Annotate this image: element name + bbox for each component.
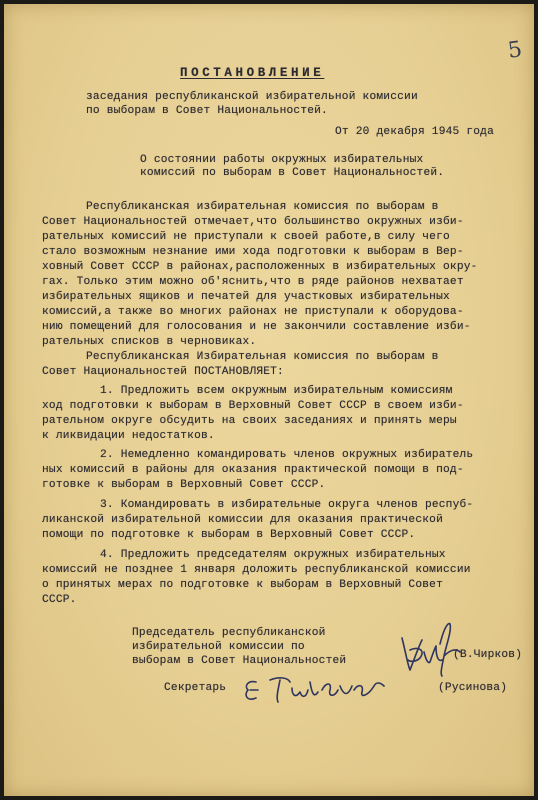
item-line: СССР. <box>42 594 77 606</box>
chairman-title-line: избирательной комиссии по <box>132 641 305 653</box>
chairman-title-line: Председатель республиканской <box>132 627 326 639</box>
document-title: ПОСТАНОВЛЕНИЕ <box>180 66 325 80</box>
resolve-line: Совет Национальностей ПОСТАНОВЛЯЕТ: <box>42 366 284 378</box>
item-line: 1. Предложить всем окружным избирательным комиссиям <box>100 385 453 397</box>
item-line: 4. Предложить председателям окружных избирательных <box>100 549 446 561</box>
item-line: ход подготовки к выборам в Верховный Совет СССР в своем изби- <box>42 400 464 412</box>
heading-line: заседания республиканской избирательной комиссии <box>86 91 418 103</box>
secretary-name: (Русинова) <box>438 682 508 694</box>
item-line: рательном округе обсудить на своих заседаниях и принять меры <box>42 415 457 427</box>
chairman-title-line: выборам в Совет Национальностей <box>132 655 347 667</box>
body-line: нию помещений для голосования и не закончили составление изби- <box>42 321 471 333</box>
item-line: 3. Командировать в избирательные округа членов респуб- <box>100 499 474 511</box>
body-line: избирательных ящиков и печатей для участковых избирательных <box>42 291 450 303</box>
body-line: стало возможным незнание ими хода подготовки к выборам в Вер- <box>42 246 464 258</box>
document-page <box>4 4 534 796</box>
body-line: гах. Только этим можно об'яснить,что в ряде районов нехватает <box>42 276 464 288</box>
item-line: помощи по подготовке к выборам в Верховный Совет СССР. <box>42 529 416 541</box>
subject-line: О состоянии работы окружных избирательных <box>140 154 424 166</box>
body-line: рательных комиссий не приступали к своей работе,в силу чего <box>42 231 450 243</box>
heading-line: по выборам в Совет Национальностей. <box>86 105 328 117</box>
page-number: 5 <box>506 37 524 64</box>
item-line: о принятых мерах по подготовке к выборам в Верховный Совет <box>42 579 443 591</box>
document-date: От 20 декабря 1945 года <box>335 126 495 138</box>
item-line: ликанской избирательной комиссии для оказания практической <box>42 514 443 526</box>
resolve-line: Республиканская Избирательная комиссия по выборам в <box>86 351 439 363</box>
item-line: готовке к выборам в Верховный Совет СССР. <box>42 479 326 491</box>
chairman-signature <box>396 616 464 680</box>
secretary-signature <box>240 668 388 708</box>
secretary-title: Секретарь <box>164 682 227 694</box>
item-line: ных комиссий в районы для оказания практической помощи в под- <box>42 464 464 476</box>
body-line: комиссий,а также во многих районах не приступали к оборудова- <box>42 306 464 318</box>
body-line: ховный Совет СССР в районах,расположенных в избирательных окру- <box>42 261 478 273</box>
chairman-name: (В.Чирков) <box>453 649 523 661</box>
body-line: Республиканская избирательная комиссия по выборам в <box>86 201 439 213</box>
item-line: комиссий не позднее 1 января доложить республиканской комиссии <box>42 564 471 576</box>
item-line: к ликвидации недостатков. <box>42 430 215 442</box>
subject-line: комиссий по выборам в Совет Национальностей. <box>140 167 445 179</box>
body-line: Совет Национальностей отмечает,что большинство окружных изби- <box>42 216 464 228</box>
item-line: 2. Немедленно командировать членов окружных избиратель <box>100 449 474 461</box>
body-line: рательных списков в черновиках. <box>42 336 257 348</box>
